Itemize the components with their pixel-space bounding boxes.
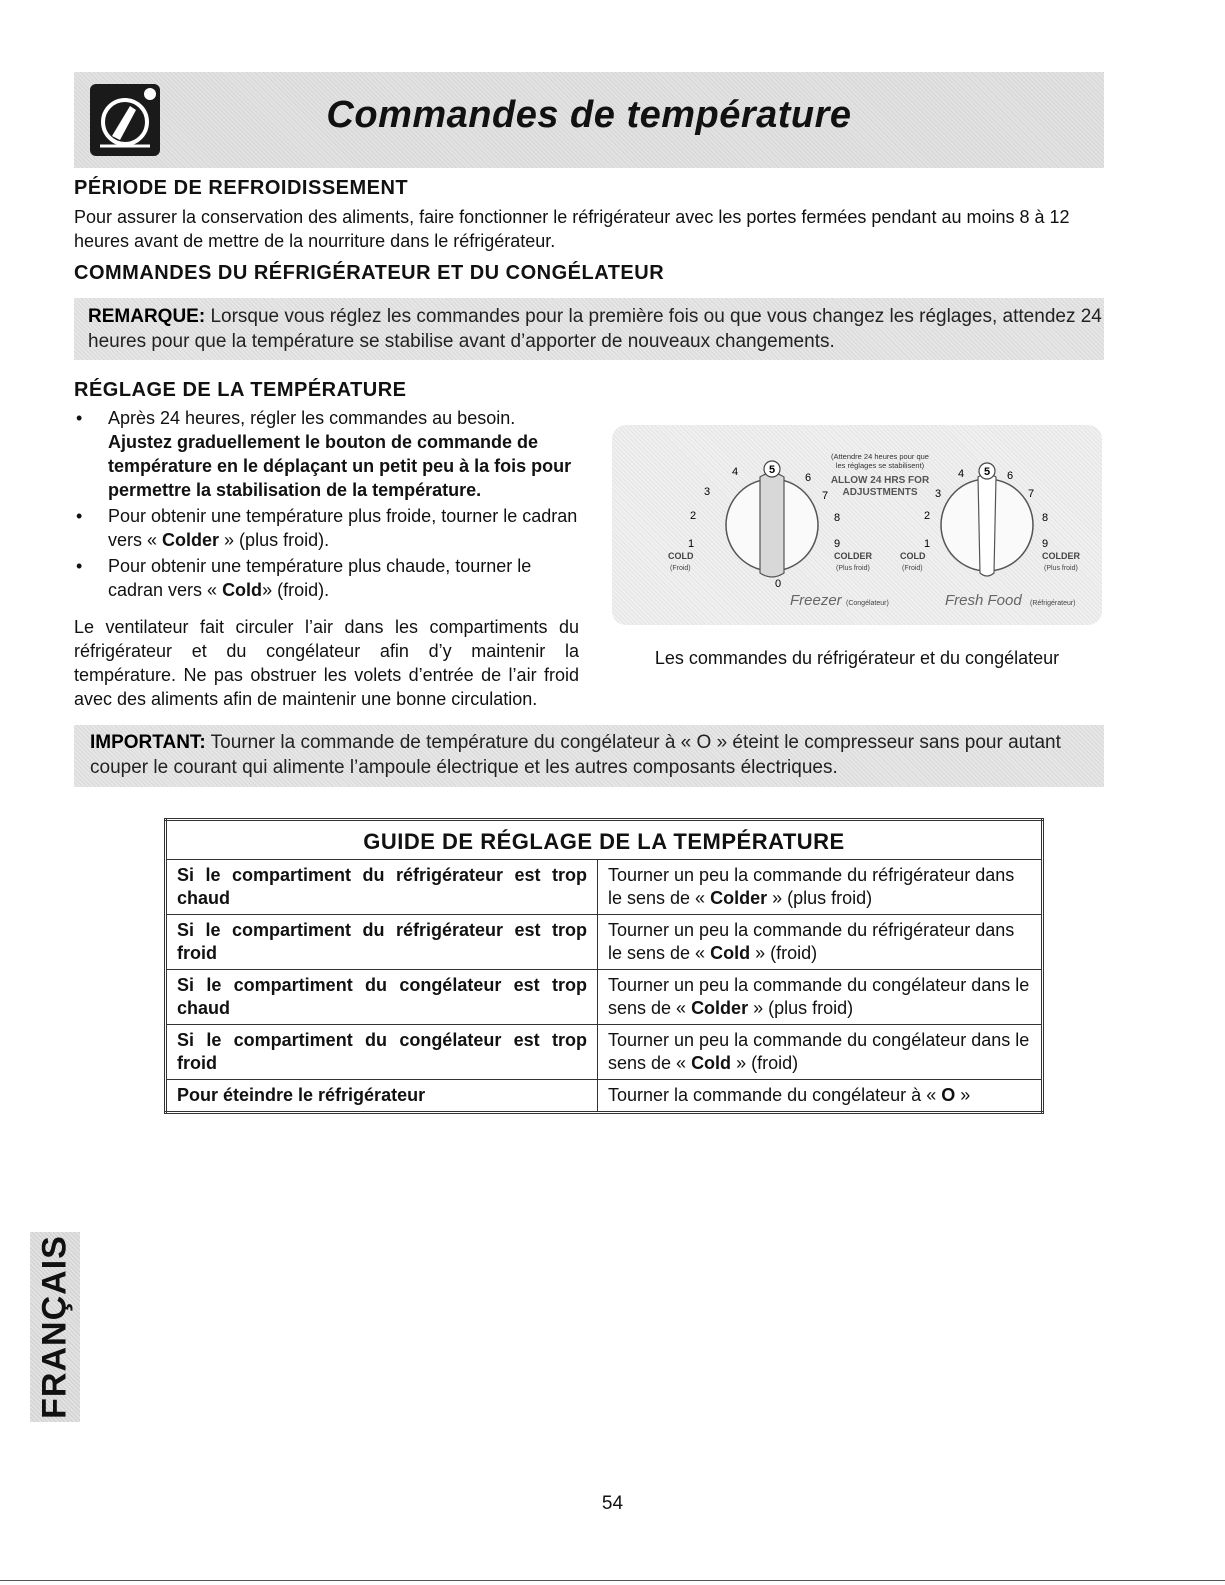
fan-paragraph: Le ventilateur fait circuler l’air dans les compartiments du réfrigérateur et du congélateur afin d’y maintenir la température. Ne pas obstruer les volets d’entrée de l’air froid avec des aliments afin de maintenir une bonne circulation.: [74, 617, 579, 709]
important-box: [74, 725, 1104, 787]
cooling-paragraph: Pour assurer la conservation des aliments, faire fonctionner le réfrigérateur avec les portes fermées pendant au moins 8 à 12 heures avant de mettre de la nourriture dans le réfrigérateur.: [74, 207, 1070, 251]
note-text: Lorsque vous réglez les commandes pour la première fois ou que vous changez les réglages, attendez 24 heures pour que la température se stabilise avant d’apporter de nouveaux changements.: [88, 306, 1102, 352]
guide-action-post: » (froid): [750, 943, 818, 963]
guide-action-bold: O: [941, 1085, 956, 1105]
freezer-label: Freezer: [790, 592, 842, 609]
wait-note-line2: les réglages se stabilisent): [835, 461, 925, 470]
freezer-num-8: 8: [834, 512, 841, 524]
guide-condition: Si le compartiment du congélateur est trop chaud: [166, 970, 598, 1025]
freezer-num-2: 2: [690, 510, 697, 522]
list-item: [74, 504, 579, 552]
fresh-colder-label: COLDER: [1042, 551, 1080, 561]
bullet2-bold: Colder: [162, 530, 220, 550]
guide-action: [598, 860, 1043, 915]
guide-action-post: »: [955, 1085, 971, 1105]
guide-condition: Si le compartiment du congélateur est trop froid: [166, 1025, 598, 1080]
important-text: Tourner la commande de température du congélateur à « O » éteint le compresseur sans pour autant couper le courant qui alimente l’ampoule électrique et les autres composants électriques.: [90, 732, 1061, 778]
language-tab: [30, 1232, 80, 1422]
table-row: [166, 915, 1043, 970]
fresh-food-sub-label: (Réfrigérateur): [1030, 600, 1076, 607]
guide-action-post: » (plus froid): [767, 888, 873, 908]
fresh-food-label: Fresh Food: [945, 592, 1022, 609]
temperature-guide-table: [164, 818, 1044, 1114]
fresh-cold-label: COLD: [900, 551, 926, 561]
guide-action-text: Tourner un peu la commande du congélateur dans le sens de «: [608, 1030, 1030, 1073]
adjust-bullet-list: [74, 406, 579, 604]
table-row: [166, 860, 1043, 915]
freezer-num-3: 3: [704, 486, 711, 498]
note-label: REMARQUE:: [88, 306, 206, 327]
bullet2-text: Pour obtenir une température plus froide, tourner le cadran vers «: [108, 506, 578, 550]
freezer-cold-label: COLD: [668, 551, 694, 561]
fresh-colder-fr: (Plus froid): [1044, 565, 1078, 572]
guide-action-text: Tourner un peu la commande du réfrigérateur dans le sens de «: [608, 920, 1015, 963]
guide-action-post: » (plus froid): [748, 998, 854, 1018]
guide-condition: Pour éteindre le réfrigérateur: [166, 1080, 598, 1113]
wait-note-line1: (Attendre 24 heures pour que: [831, 452, 929, 461]
guide-action-text: Tourner la commande du congélateur à «: [608, 1085, 942, 1105]
freezer-num-7: 7: [822, 490, 829, 502]
freezer-sub-label: (Congélateur): [846, 600, 889, 607]
bullet2-post: » (plus froid).: [219, 530, 330, 550]
panel-caption: Les commandes du réfrigérateur et du congélateur: [654, 648, 1060, 668]
freezer-num-4: 4: [732, 466, 739, 478]
bullet3-post: » (froid).: [262, 580, 330, 600]
table-row: [166, 1080, 1043, 1113]
guide-condition: Si le compartiment du réfrigérateur est trop froid: [166, 915, 598, 970]
guide-condition: Si le compartiment du réfrigérateur est trop chaud: [166, 860, 598, 915]
guide-action: [598, 970, 1043, 1025]
header-banner: [74, 72, 1104, 168]
guide-action-bold: Cold: [691, 1053, 732, 1073]
fresh-num-5: 5: [983, 466, 991, 478]
control-dials-svg: [612, 425, 1102, 625]
fresh-num-2: 2: [924, 510, 931, 522]
freezer-cold-fr: (Froid): [670, 565, 691, 572]
guide-title: GUIDE DE RÉGLAGE DE LA TEMPÉRATURE: [166, 820, 1043, 860]
allow-line1: ALLOW 24 HRS FOR: [830, 475, 930, 486]
page-title: Commandes de température: [326, 94, 852, 136]
fresh-num-6: 6: [1007, 470, 1014, 482]
control-panel-illustration: [612, 425, 1102, 625]
fresh-num-1: 1: [924, 538, 931, 550]
guide-action-bold: Cold: [710, 943, 751, 963]
table-row: [166, 1025, 1043, 1080]
fresh-food-dial: [941, 463, 1033, 576]
freezer-num-0: 0: [775, 578, 782, 590]
section-heading-cooling: PÉRIODE DE REFROIDISSEMENT: [74, 177, 409, 199]
guide-action-post: » (froid): [731, 1053, 799, 1073]
freezer-colder-label: COLDER: [834, 551, 872, 561]
fresh-num-8: 8: [1042, 512, 1049, 524]
section-heading-controls: COMMANDES DU RÉFRIGÉRATEUR ET DU CONGÉLATEUR: [74, 262, 665, 284]
fresh-num-3: 3: [935, 488, 942, 500]
fresh-num-4: 4: [958, 468, 965, 480]
allow-line2: ADJUSTMENTS: [842, 487, 918, 498]
bullet1-text: Après 24 heures, régler les commandes au besoin.: [108, 408, 516, 428]
guide-action: [598, 915, 1043, 970]
section-heading-adjust: RÉGLAGE DE LA TEMPÉRATURE: [74, 379, 407, 401]
freezer-num-5: 5: [768, 464, 776, 476]
fresh-num-7: 7: [1028, 488, 1035, 500]
guide-action-bold: Colder: [691, 998, 749, 1018]
page-number: 54: [601, 1493, 624, 1514]
guide-action-text: Tourner un peu la commande du réfrigérateur dans le sens de «: [608, 865, 1015, 908]
guide-action-text: Tourner un peu la commande du congélateur dans le sens de «: [608, 975, 1030, 1018]
freezer-num-9: 9: [834, 538, 841, 550]
note-box: [74, 298, 1104, 360]
bullet3-text: Pour obtenir une température plus chaude, tourner le cadran vers «: [108, 556, 532, 600]
important-label: IMPORTANT:: [90, 732, 206, 753]
guide-action-bold: Colder: [710, 888, 768, 908]
list-item: [74, 554, 579, 602]
guide-action: [598, 1080, 1043, 1113]
fresh-num-9: 9: [1042, 538, 1049, 550]
bullet1-bold: Ajustez graduellement le bouton de commande de température en le déplaçant un petit peu à la fois pour permettre la stabilisation de la température.: [108, 432, 572, 500]
freezer-colder-fr: (Plus froid): [836, 565, 870, 572]
table-row: [166, 970, 1043, 1025]
freezer-num-1: 1: [688, 538, 695, 550]
guide-action: [598, 1025, 1043, 1080]
freezer-num-6: 6: [805, 472, 812, 484]
language-label: FRANÇAIS: [35, 1235, 74, 1419]
fresh-cold-fr: (Froid): [902, 565, 923, 572]
list-item: [74, 406, 579, 502]
bullet3-bold: Cold: [222, 580, 263, 600]
bottom-rule: [0, 1580, 1225, 1581]
